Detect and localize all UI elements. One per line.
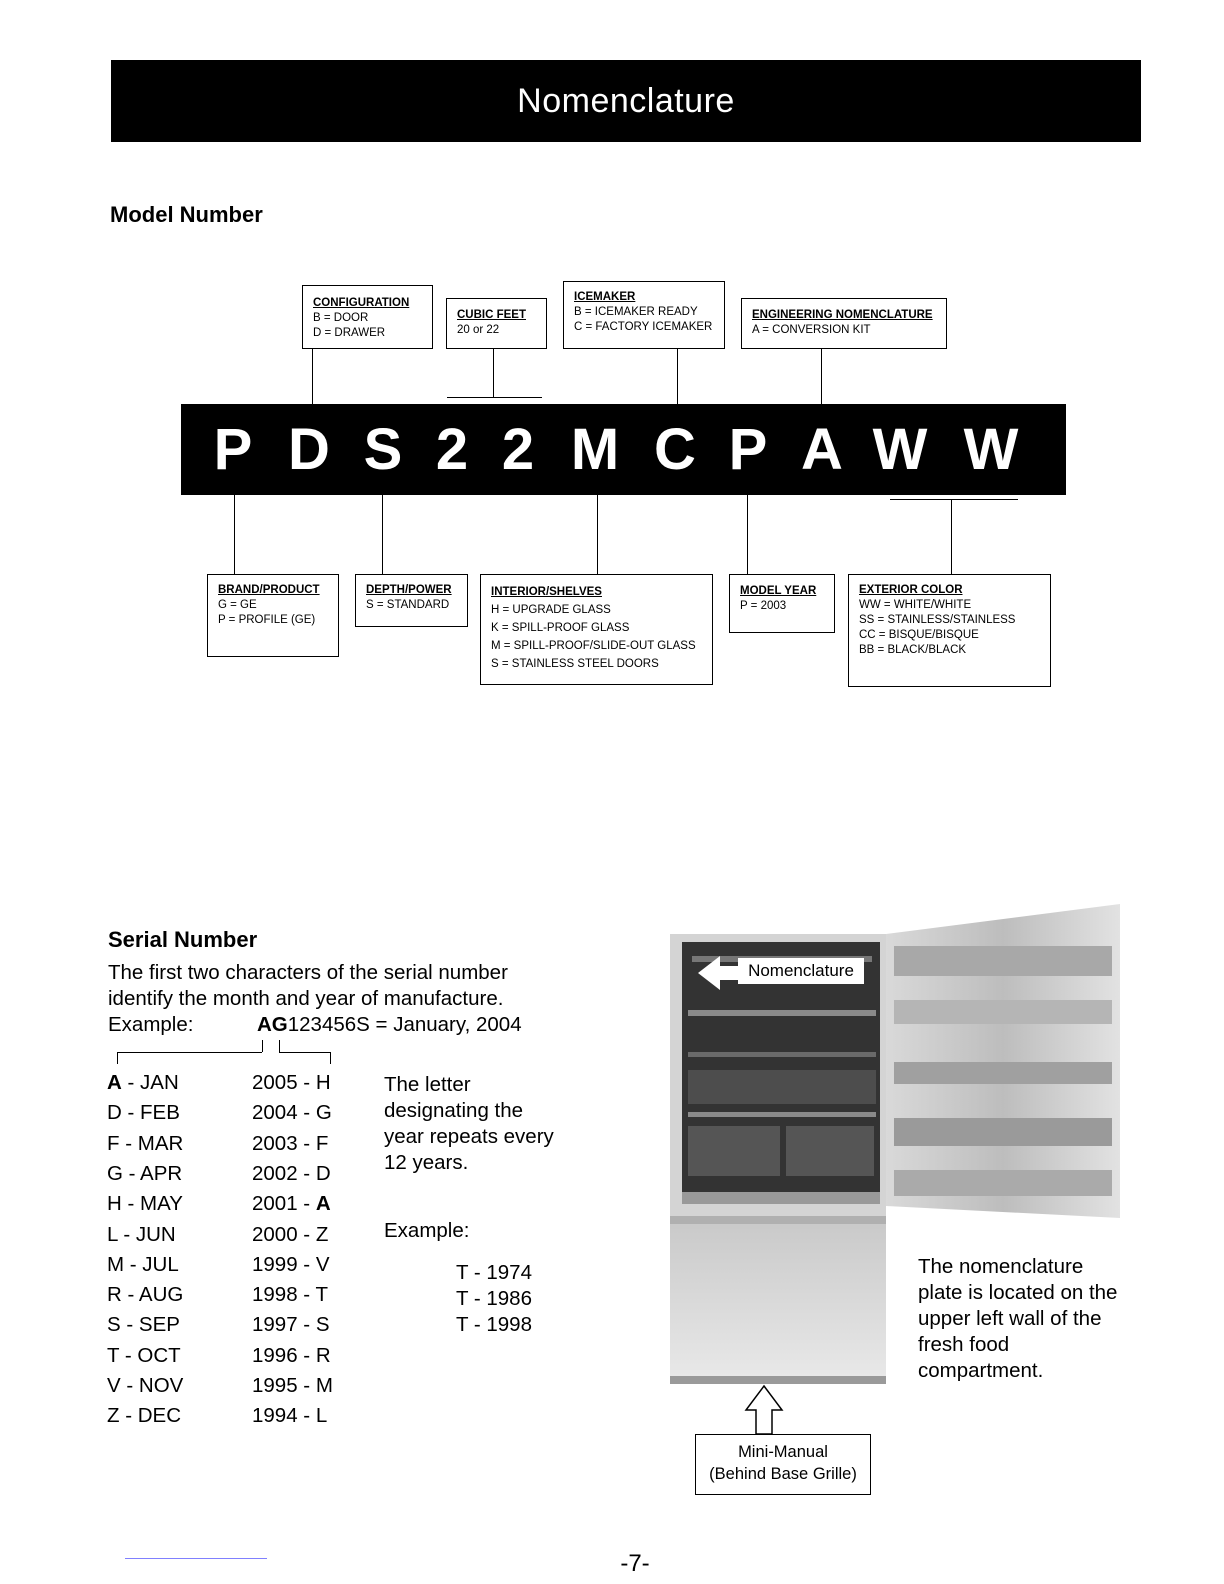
month-code-item <box>107 1098 180 1128</box>
serial-intro-line: identify the month and year of manufacture. <box>108 987 504 1010</box>
year-code-item <box>252 1310 330 1340</box>
exterior-color-line: BB = BLACK/BLACK <box>859 644 967 656</box>
month-name: - MAR <box>119 1131 184 1155</box>
cubic-feet-line: 20 or 22 <box>457 324 500 336</box>
page-title-banner <box>111 60 1141 142</box>
cubic-feet-box <box>446 298 547 349</box>
year-code-item <box>252 1220 328 1250</box>
connector-line <box>677 349 678 404</box>
year-code-item <box>252 1401 327 1431</box>
month-code-item <box>107 1129 183 1159</box>
month-code-item <box>107 1310 180 1340</box>
month-name: - OCT <box>119 1343 181 1367</box>
interior-shelves-line: K = SPILL-PROOF GLASS <box>491 622 630 634</box>
example2-item: T - 1974 <box>456 1261 532 1284</box>
month-letter: A <box>107 1071 122 1094</box>
repeat-note-line: year repeats every <box>384 1125 554 1148</box>
connector-line <box>597 495 598 574</box>
year-code-item <box>252 1129 328 1159</box>
connector-line <box>821 349 822 404</box>
brand-product-title: BRAND/PRODUCT <box>218 584 320 596</box>
year-letter: T <box>315 1283 328 1307</box>
month-name: - SEP <box>120 1313 180 1337</box>
figure-caption-line: The nomenclature <box>918 1255 1084 1278</box>
figure-caption-line: fresh food <box>918 1333 1010 1356</box>
up-arrow-icon <box>742 1384 786 1436</box>
month-letter: S <box>107 1313 121 1337</box>
month-bracket <box>117 1052 262 1053</box>
brand-product-line: P = PROFILE (GE) <box>218 614 316 626</box>
year-letter: M <box>315 1374 333 1397</box>
serial-example-label: Example: <box>108 1013 194 1036</box>
month-name: - DEC <box>119 1404 182 1428</box>
month-name: - NOV <box>120 1374 184 1397</box>
year-letter: A <box>315 1192 331 1216</box>
configuration-title: CONFIGURATION <box>313 297 410 309</box>
repeat-note-line: The letter <box>384 1073 471 1096</box>
month-name: - AUG <box>121 1283 184 1307</box>
interior-shelves-line: M = SPILL-PROOF/SLIDE-OUT GLASS <box>491 640 696 652</box>
page-number: -7- <box>620 1550 650 1577</box>
year-bracket <box>330 1052 331 1064</box>
year-code-item <box>252 1189 331 1219</box>
cubic-feet-title: CUBIC FEET <box>457 309 526 321</box>
engineering-nomenclature-title: ENGINEERING NOMENCLATURE <box>752 309 933 321</box>
figure-caption-line: upper left wall of the <box>918 1307 1102 1330</box>
model-char: W <box>872 417 928 482</box>
year-value: 2003 - <box>252 1131 316 1155</box>
model-year-title: MODEL YEAR <box>740 585 817 597</box>
example2-label: Example: <box>384 1219 470 1242</box>
year-value: 1997 - <box>252 1313 316 1337</box>
connector-line <box>234 495 235 574</box>
serial-number-heading: Serial Number <box>108 927 258 952</box>
configuration-line: D = DRAWER <box>313 327 386 339</box>
year-bracket <box>279 1052 330 1053</box>
month-bracket <box>262 1040 263 1052</box>
connector-bracket <box>890 499 1018 500</box>
model-char: 2 <box>501 417 535 482</box>
month-letter: R <box>107 1283 122 1307</box>
month-name: - JUN <box>117 1222 176 1246</box>
footer-rule <box>125 1558 267 1559</box>
year-letter: F <box>315 1131 329 1155</box>
repeat-note-line: designating the <box>384 1099 524 1122</box>
connector-bracket <box>447 397 542 398</box>
connector-line <box>382 495 383 574</box>
year-value: 1998 - <box>252 1283 316 1307</box>
year-value: 2004 - <box>252 1101 316 1125</box>
month-code-item <box>107 1220 176 1250</box>
nomenclature-label: Nomenclature <box>738 958 864 984</box>
month-name: - APR <box>122 1161 183 1185</box>
icemaker-line: C = FACTORY ICEMAKER <box>574 321 713 333</box>
icemaker-line: B = ICEMAKER READY <box>574 306 698 318</box>
interior-shelves-line: H = UPGRADE GLASS <box>491 604 611 616</box>
model-char: A <box>801 417 843 482</box>
exterior-color-title: EXTERIOR COLOR <box>859 584 963 596</box>
configuration-line: B = DOOR <box>313 312 369 324</box>
year-value: 1996 - <box>252 1343 316 1367</box>
year-code-item <box>252 1371 333 1401</box>
month-letter: L <box>107 1222 118 1246</box>
year-value: 2005 - <box>252 1071 316 1094</box>
icemaker-box <box>563 281 725 349</box>
model-char: D <box>288 417 330 482</box>
year-code-item <box>252 1250 330 1280</box>
month-letter: H <box>107 1192 122 1216</box>
year-bracket <box>279 1040 280 1052</box>
year-letter: D <box>315 1161 331 1185</box>
month-code-item <box>107 1189 183 1219</box>
month-letter: M <box>107 1252 125 1276</box>
month-bracket <box>117 1052 118 1064</box>
connector-line <box>312 349 313 404</box>
serial-example-prefix: AG <box>257 1013 288 1036</box>
year-value: 1995 - <box>252 1374 316 1397</box>
brand-product-box <box>207 574 339 657</box>
exterior-color-line: SS = STAINLESS/STAINLESS <box>859 614 1016 626</box>
model-char: P <box>728 417 768 482</box>
mini-manual-line: Mini-Manual <box>738 1443 828 1461</box>
year-code-item <box>252 1068 331 1098</box>
month-letter: T <box>107 1343 120 1367</box>
month-name: - MAY <box>121 1192 183 1216</box>
example2-item: T - 1986 <box>456 1287 532 1310</box>
year-code-item <box>252 1341 331 1371</box>
month-letter: Z <box>107 1404 120 1428</box>
connector-line <box>951 499 952 574</box>
month-code-item <box>107 1401 181 1431</box>
example2-item: T - 1998 <box>456 1313 532 1336</box>
repeat-note-line: 12 years. <box>384 1151 469 1174</box>
figure-caption-line: plate is located on the <box>918 1281 1118 1304</box>
year-letter: S <box>315 1313 330 1337</box>
model-char: M <box>570 417 620 482</box>
month-code-item <box>107 1068 179 1098</box>
serial-example-code <box>257 1012 522 1038</box>
model-char: 2 <box>435 417 469 482</box>
depth-power-title: DEPTH/POWER <box>366 584 452 596</box>
configuration-box <box>302 285 433 349</box>
month-letter: G <box>107 1161 123 1185</box>
year-letter: R <box>315 1343 331 1367</box>
serial-example-rest: 123456S = January, 2004 <box>287 1013 522 1036</box>
model-year-line: P = 2003 <box>740 600 787 612</box>
engineering-nomenclature-box <box>741 298 947 349</box>
connector-line <box>493 349 494 397</box>
year-value: 2002 - <box>252 1161 316 1185</box>
year-value: 2001 - <box>252 1192 316 1216</box>
model-char: P <box>213 417 253 482</box>
month-code-item <box>107 1341 181 1371</box>
month-letter: V <box>107 1374 121 1397</box>
icemaker-title: ICEMAKER <box>574 291 636 303</box>
model-year-box <box>729 574 835 633</box>
month-name: - FEB <box>121 1101 180 1125</box>
year-code-item <box>252 1098 332 1128</box>
figure-caption-line: compartment. <box>918 1359 1044 1382</box>
year-value: 1999 - <box>252 1252 316 1276</box>
year-value: 1994 - <box>252 1404 316 1428</box>
year-letter: H <box>315 1071 331 1094</box>
serial-intro-line: The first two characters of the serial number <box>108 961 508 984</box>
year-code-item <box>252 1280 328 1310</box>
mini-manual-line: (Behind Base Grille) <box>709 1465 857 1483</box>
month-code-item <box>107 1250 179 1280</box>
month-name: - JAN <box>121 1071 179 1094</box>
month-name: - JUL <box>124 1252 179 1276</box>
model-char: W <box>963 417 1019 482</box>
year-letter: V <box>315 1252 330 1276</box>
exterior-color-box <box>848 574 1051 687</box>
year-letter: Z <box>315 1222 329 1246</box>
depth-power-box <box>355 574 468 627</box>
model-char: S <box>363 417 403 482</box>
interior-shelves-title: INTERIOR/SHELVES <box>491 586 602 598</box>
interior-shelves-line: S = STAINLESS STEEL DOORS <box>491 658 659 670</box>
year-letter: L <box>315 1404 328 1428</box>
year-letter: G <box>315 1101 332 1125</box>
depth-power-line: S = STANDARD <box>366 599 450 611</box>
exterior-color-line: CC = BISQUE/BISQUE <box>859 629 979 641</box>
month-code-item <box>107 1371 183 1401</box>
model-number-heading: Model Number <box>110 202 263 227</box>
month-letter: D <box>107 1101 122 1125</box>
exterior-color-line: WW = WHITE/WHITE <box>859 599 972 611</box>
model-char: C <box>654 417 696 482</box>
connector-line <box>747 495 748 574</box>
year-code-item <box>252 1159 331 1189</box>
month-code-item <box>107 1159 182 1189</box>
month-code-item <box>107 1280 183 1310</box>
year-value: 2000 - <box>252 1222 316 1246</box>
brand-product-line: G = GE <box>218 599 257 611</box>
engineering-nomenclature-line: A = CONVERSION KIT <box>752 324 871 336</box>
month-letter: F <box>107 1131 120 1155</box>
mini-manual-box <box>695 1434 871 1495</box>
page-title: Nomenclature <box>517 82 735 120</box>
interior-shelves-box <box>480 574 713 685</box>
